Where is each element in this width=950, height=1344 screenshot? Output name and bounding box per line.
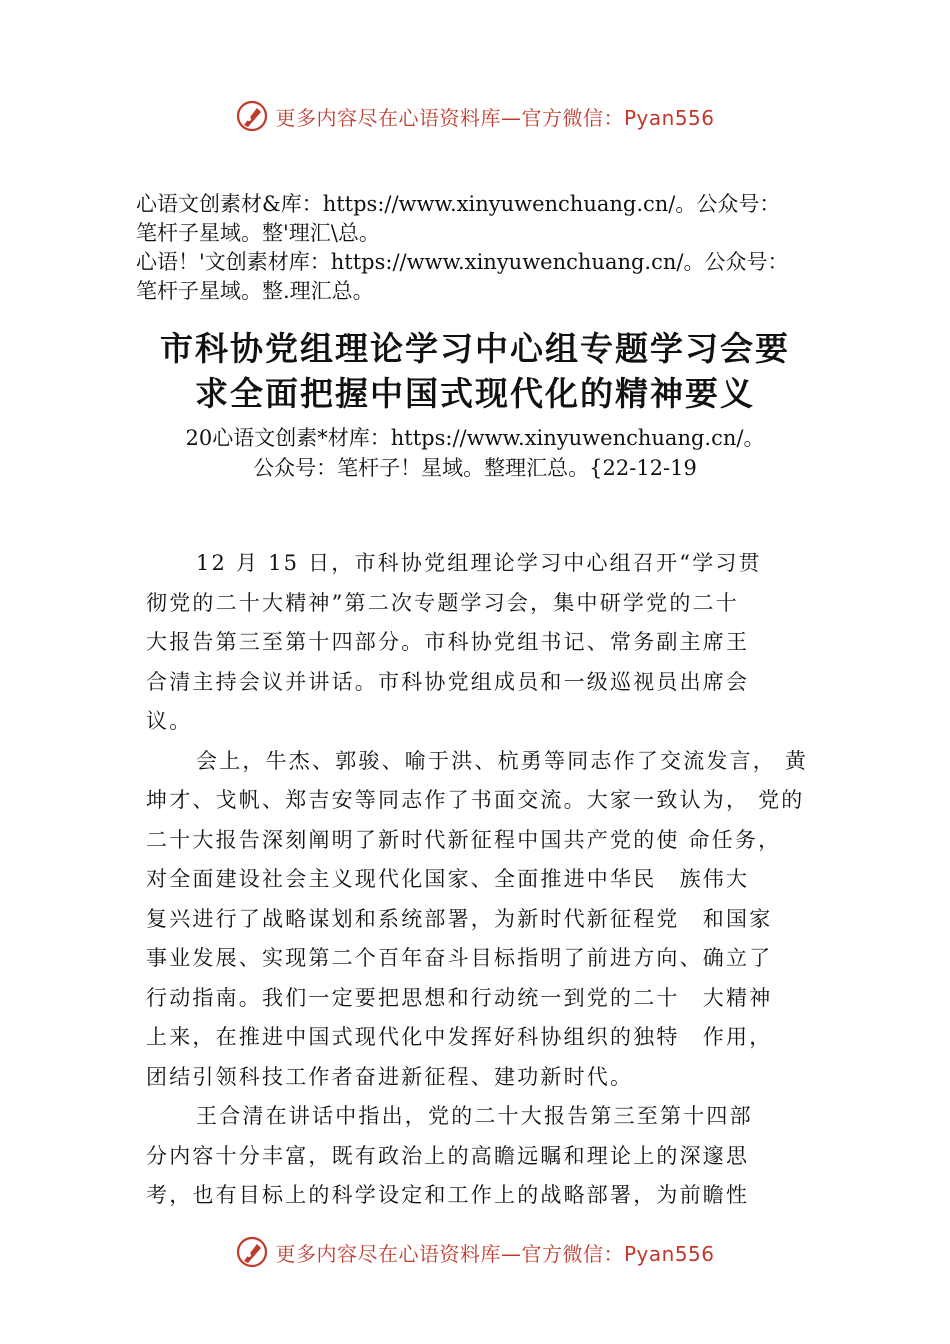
body-line: 复兴进行了战略谋划和系统部署，为新时代新征程党 和国家 (146, 906, 773, 931)
body-line: 坤才、戈帆、郑吉安等同志作了书面交流。大家一致认为， 党的 (146, 788, 805, 812)
watermark-line: 笔杆子星域。整'理汇\总。 (136, 221, 380, 245)
body-line: 分内容十分丰富，既有政治上的高瞻远瞩和理论上的深邃思 (146, 1143, 750, 1168)
pen-nib-logo-icon (235, 99, 269, 133)
body-line: 王合清在讲话中指出，党的二十大报告第三至第十四部 (196, 1104, 753, 1128)
body-line: 大报告第三至第十四部分。市科协党组书记、常务副主席王 (146, 630, 750, 654)
banner-text: 更多内容尽在心语资料库—官方微信：Pyan556 (275, 105, 715, 130)
footer-banner (0, 1232, 950, 1272)
source-info (0, 423, 950, 483)
body-line: 议。 (146, 709, 193, 733)
watermark-line: 笔杆子星域。整.理汇总。 (136, 279, 374, 303)
body-line: 考，也有目标上的科学设定和工作上的战略部署，为前瞻性 (146, 1183, 750, 1207)
body-line: 会上，牛杰、郭骏、喻于洪、杭勇等同志作了交流发言， 黄 (196, 748, 809, 773)
title-line-1: 市科协党组理论学习中心组专题学习会要 (160, 329, 790, 368)
source-line-2: 公众号：笔杆子！星域。整理汇总。{22-12-19 (253, 456, 697, 480)
header-banner (0, 96, 950, 136)
pen-nib-logo-icon (235, 1235, 269, 1269)
body-line: 彻党的二十大精神”第二次专题学习会，集中研学党的二十 (146, 590, 739, 615)
body-line: 事业发展、实现第二个百年奋斗目标指明了前进方向、确立了 (146, 946, 773, 970)
watermark-block (136, 190, 876, 306)
body-line: 合清主持会议并讲话。市科协党组成员和一级巡视员出席会 (146, 669, 750, 694)
document-title (0, 326, 950, 416)
body-line: 上来，在推进中国式现代化中发挥好科协组织的独特 作用， (146, 1025, 773, 1049)
body-line: 12 月 15 日，市科协党组理论学习中心组召开“学习贯 (196, 551, 762, 575)
article-body (146, 544, 846, 1216)
watermark-line: 心语！'文创素材库：https://www.xinyuwenchuang.cn/。公众号： (136, 250, 789, 274)
banner-account: Pyan556 (623, 105, 715, 130)
title-line-2: 求全面把握中国式现代化的精神要义 (195, 374, 755, 413)
body-line: 团结引领科技工作者奋进新征程、建功新时代。 (146, 1064, 634, 1089)
body-line: 行动指南。我们一定要把思想和行动统一到党的二十 大精神 (146, 985, 773, 1010)
banner-account: Pyan556 (623, 1241, 715, 1266)
banner-text: 更多内容尽在心语资料库—官方微信：Pyan556 (275, 1241, 715, 1266)
body-line: 二十大报告深刻阐明了新时代新征程中国共产党的使 命任务， (146, 827, 782, 852)
source-line-1: 20心语文创素*材库：https://www.xinyuwenchuang.cn/。 (185, 426, 765, 450)
body-line: 对全面建设社会主义现代化国家、全面推进中华民 族伟大 (146, 867, 750, 891)
watermark-line: 心语文创素材&库：https://www.xinyuwenchuang.cn/。公众号： (136, 192, 781, 216)
